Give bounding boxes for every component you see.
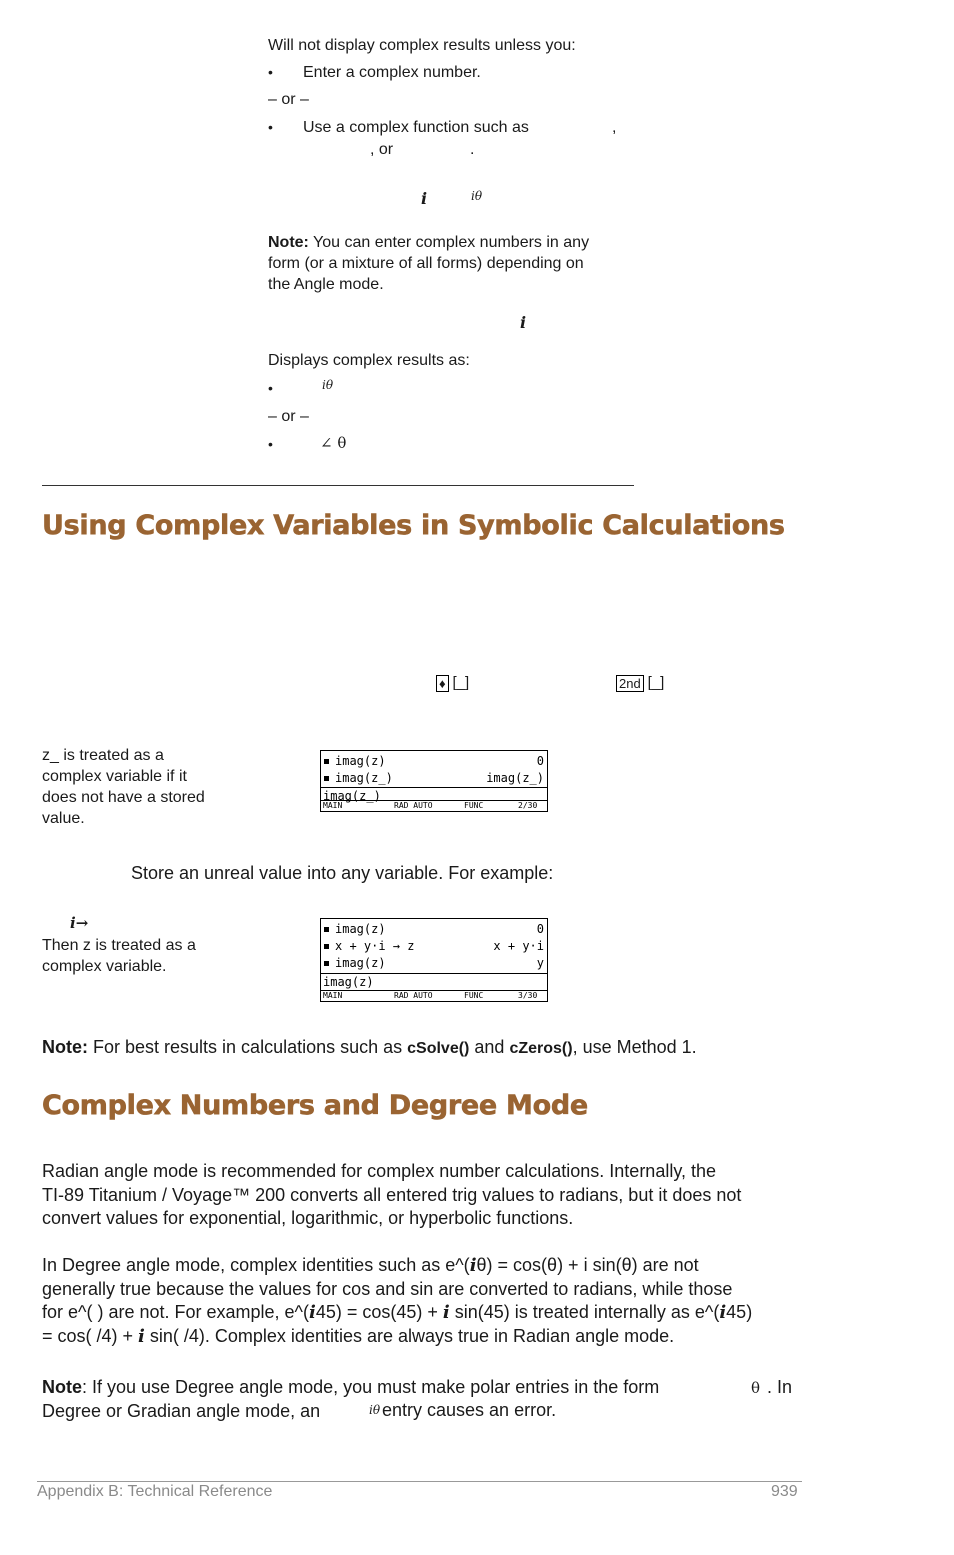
entry-marker [324, 776, 329, 781]
bullet-complex-function-cont: , or [370, 141, 394, 158]
footer-chapter: Appendix B: Technical Reference [37, 1483, 273, 1500]
text-run: for e^( ) are not. For example, e^( [42, 1302, 309, 1322]
note-best-results [42, 1036, 697, 1061]
imaginary-i: i [469, 1255, 477, 1276]
bullet-polar-angle: ∠ θ [320, 434, 347, 452]
paragraph-line [42, 1376, 842, 1400]
theta-symbol: θ [751, 1379, 761, 1397]
status-count: 3/30 [518, 991, 538, 1000]
status-bar [321, 990, 547, 1001]
note-text-1: You can enter complex numbers in any [308, 234, 590, 251]
bullet-enter-complex: Enter a complex number. [303, 64, 481, 81]
note-label: Note: [268, 234, 309, 251]
imaginary-i: i [309, 1302, 316, 1323]
status-bar [321, 800, 547, 811]
history-entry: imag(z_) [335, 771, 393, 785]
history-row [324, 921, 544, 937]
note-text: and [469, 1037, 510, 1057]
note-label: Note: [42, 1037, 88, 1057]
status-main: MAIN [323, 991, 343, 1000]
bullet-polar-exp: iθ [322, 378, 334, 392]
paragraph-line: Radian angle mode is recommended for complex number calculations. Internally, the [42, 1161, 717, 1181]
history-result: 0 [536, 922, 544, 936]
note-complex-forms [268, 232, 628, 295]
entry-line: imag(z_) [321, 787, 547, 804]
key-sequence-diamond [436, 674, 469, 692]
underscore-key: [_] [647, 674, 665, 691]
method-2-text: Store an unreal value into any variable. For example: [131, 863, 554, 883]
status-mode: RAD AUTO [394, 801, 433, 810]
text-run: 45) [726, 1302, 753, 1322]
i-theta-symbol: iθ [369, 1403, 381, 1417]
note-end-text: . In [767, 1377, 793, 1397]
key-sequence-2nd [616, 674, 664, 692]
bullet-marker: • [268, 380, 273, 396]
text-run: = cos( /4) + [42, 1325, 139, 1346]
text-run: θ) = cos(θ) + i sin(θ) are not [476, 1255, 699, 1275]
paragraph-line [42, 1301, 842, 1325]
or-separator: – or – [268, 408, 309, 425]
side-note-line: z_ is treated as a [42, 747, 164, 764]
status-mode: RAD AUTO [394, 991, 433, 1000]
imaginary-i: i [719, 1302, 727, 1323]
side-note-line: value. [42, 810, 85, 827]
note-text: , use Method 1. [572, 1037, 697, 1057]
history-result: x + y·i [493, 939, 544, 953]
text-run: sin(45) is treated internally as e^( [449, 1302, 720, 1322]
status-func: FUNC [464, 801, 484, 810]
paragraph-line: generally true because the values for cos and sin are converted to radians, while those [42, 1278, 733, 1299]
paragraph-line: convert values for exponential, logarithmic, or hyperbolic functions. [42, 1208, 574, 1228]
paragraph-line [42, 1325, 842, 1349]
note-text-3: the Angle mode. [268, 276, 384, 293]
section-divider [42, 485, 634, 486]
section-title-complex-variables: Using Complex Variables in Symbolic Calculations [42, 510, 785, 541]
history-result: 0 [536, 754, 544, 768]
side-note-line: complex variable if it [42, 768, 187, 785]
imaginary-i-symbol: i [520, 313, 527, 332]
entry-marker [324, 927, 329, 932]
underscore-key: [_] [452, 674, 470, 691]
text-run: sin( /4). Complex identities are always true in Radian angle mode. [144, 1325, 675, 1346]
entry-marker [324, 961, 329, 966]
note-text-2: form (or a mixture of all forms) depending on [268, 255, 584, 272]
history-entry: imag(z) [335, 754, 386, 768]
entry-marker [324, 944, 329, 949]
paragraph-radian-mode [42, 1160, 822, 1231]
displays-results-text: Displays complex results as: [268, 352, 470, 369]
calculator-screen-1 [320, 750, 548, 812]
text-run: In Degree angle mode, complex identities such as e^( [42, 1255, 470, 1275]
period: . [470, 141, 475, 158]
side-note-method-1 [42, 745, 242, 829]
calculator-screen-2 [320, 918, 548, 1002]
bullet-marker: • [268, 436, 273, 452]
history-result: y [536, 956, 544, 970]
imaginary-i: i [442, 1302, 450, 1323]
paragraph-line [42, 1254, 842, 1278]
bullet-marker: • [268, 119, 273, 135]
entry-line: imag(z) [321, 973, 547, 990]
section-title-degree-mode: Complex Numbers and Degree Mode [42, 1090, 588, 1121]
czeros-function: cZeros() [509, 1040, 573, 1057]
or-separator: – or – [268, 91, 309, 108]
side-note-method-2 [42, 935, 242, 977]
status-main: MAIN [323, 801, 343, 810]
history-entry: x + y·i → z [335, 939, 415, 953]
note-text: For best results in calculations such as [88, 1037, 408, 1057]
status-count: 2/30 [518, 801, 538, 810]
text-run: Degree or Gradian angle mode, an [42, 1400, 321, 1421]
imaginary-i: i [138, 1325, 145, 1347]
note-label: Note [42, 1377, 82, 1397]
history-row [324, 753, 544, 769]
imaginary-i-symbol: i [421, 189, 428, 208]
side-note-line: does not have a stored [42, 789, 205, 806]
second-key: 2nd [616, 675, 644, 692]
comma: , [612, 119, 617, 136]
bullet-complex-function: Use a complex function such as [303, 119, 529, 136]
diamond-key: ♦ [436, 675, 449, 692]
mode-description-text: Will not display complex results unless you: [268, 37, 576, 54]
i-store-symbol: i→ [70, 914, 89, 932]
note-error-text: entry causes an error. [382, 1400, 557, 1420]
i-theta-symbol: iθ [471, 189, 483, 203]
footer-divider [37, 1481, 802, 1482]
history-entry: imag(z) [335, 922, 386, 936]
history-entry: imag(z) [335, 956, 386, 970]
page-number: 939 [771, 1483, 798, 1500]
entry-marker [324, 759, 329, 764]
history-row [324, 955, 544, 971]
history-result: imag(z_) [486, 771, 544, 785]
csolve-function: cSolve() [407, 1040, 470, 1057]
side-note-line: Then z is treated as a [42, 937, 196, 954]
paragraph-degree-mode [42, 1254, 842, 1348]
bullet-marker: • [268, 64, 273, 80]
side-note-line: complex variable. [42, 958, 167, 975]
text-run: 45) = cos(45) + [315, 1302, 443, 1322]
history-row [324, 770, 544, 786]
status-func: FUNC [464, 991, 484, 1000]
text-run: : If you use Degree angle mode, you must make polar entries in the form [82, 1377, 660, 1397]
paragraph-line: TI-89 Titanium / Voyage™ 200 converts all entered trig values to radians, but it does not [42, 1184, 742, 1205]
history-row [324, 938, 544, 954]
